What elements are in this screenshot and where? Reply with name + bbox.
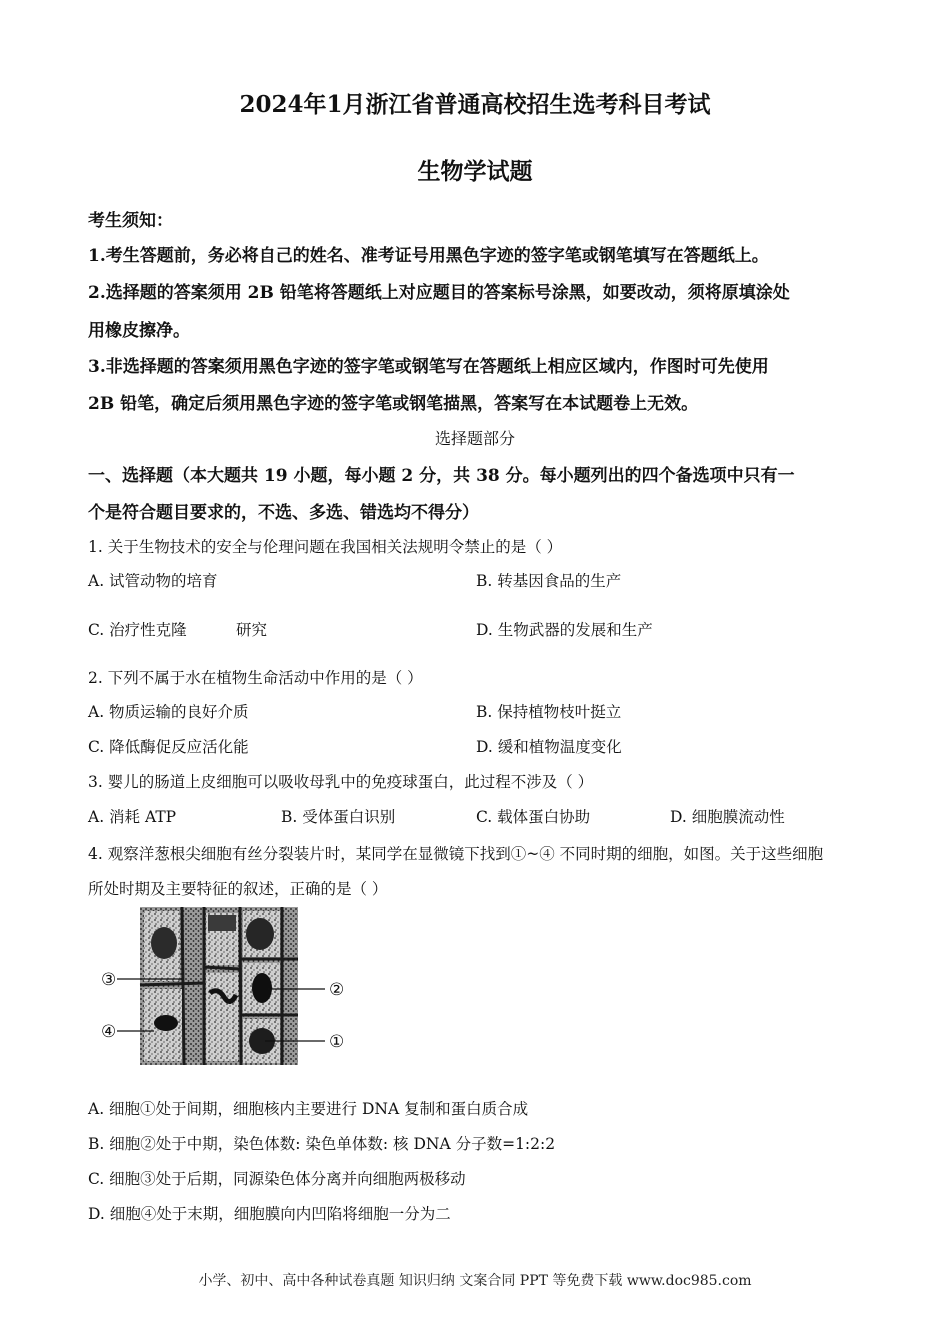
section-instruction: 个是符合题目要求的，不选、多选、错选均不得分） <box>88 503 479 523</box>
q3-option-a: A. 消耗 ATP <box>88 808 177 826</box>
q4-option-d: D. 细胞④处于末期，细胞膜向内凹陷将细胞一分为二 <box>88 1205 451 1223</box>
q1-option-c: C. 治疗性克隆 <box>88 621 187 639</box>
notice-heading: 考生须知： <box>88 211 173 231</box>
onion-root-tip-micrograph <box>100 907 352 1065</box>
section-title: 选择题部分 <box>434 429 515 448</box>
figure-label-3: ③ <box>101 970 117 990</box>
q2-option-a: A. 物质运输的良好介质 <box>88 703 249 721</box>
q4-option-a: A. 细胞①处于间期，细胞核内主要进行 DNA 复制和蛋白质合成 <box>88 1100 529 1118</box>
q4-option-c: C. 细胞③处于后期，同源染色体分离并向细胞两极移动 <box>88 1170 466 1188</box>
q1-option-d: D. 生物武器的发展和生产 <box>476 621 653 639</box>
q2-option-c: C. 降低酶促反应活化能 <box>88 738 249 756</box>
q1-option-a: A. 试管动物的培育 <box>88 572 218 590</box>
q2-option-b: B. 保持植物枝叶挺立 <box>476 703 622 721</box>
q2-option-d: D. 缓和植物温度变化 <box>476 738 622 756</box>
q3-option-c: C. 载体蛋白协助 <box>476 808 591 826</box>
question-3-stem: 3. 婴儿的肠道上皮细胞可以吸收母乳中的免疫球蛋白，此过程不涉及（ ） <box>88 773 594 791</box>
cell-nucleus <box>151 927 177 959</box>
q1-option-c-continued: 研究 <box>236 621 268 639</box>
figure-label-2: ② <box>329 980 345 1000</box>
cell-nucleus <box>208 915 236 931</box>
cell-chromosomes <box>252 973 272 1003</box>
notice-line: 3.非选择题的答案须用黑色字迹的签字笔或钢笔写在答题纸上相应区域内，作图时可先使用 <box>88 357 769 377</box>
figure-label-4: ④ <box>101 1022 117 1042</box>
q4-option-b: B. 细胞②处于中期，染色体数: 染色单体数: 核 DNA 分子数=1:2:2 <box>88 1135 556 1153</box>
exam-subtitle: 生物学试题 <box>417 158 533 185</box>
exam-title: 2024年1月浙江省普通高校招生选考科目考试 <box>239 91 711 118</box>
q1-option-b: B. 转基因食品的生产 <box>476 572 622 590</box>
notice-line: 2B 铅笔，确定后须用黑色字迹的签字笔或钢笔描黑，答案写在本试题卷上无效。 <box>88 394 699 414</box>
section-instruction: 一、选择题（本大题共 19 小题，每小题 2 分，共 38 分。每小题列出的四个备选项中只有一 <box>88 466 795 486</box>
cell-nucleus <box>246 918 274 950</box>
question-2-stem: 2. 下列不属于水在植物生命活动中作用的是（ ） <box>88 669 423 687</box>
question-4-stem: 4. 观察洋葱根尖细胞有丝分裂装片时，某同学在显微镜下找到①~④ 不同时期的细胞，如图。关于这些细胞 <box>88 845 824 863</box>
question-1-stem: 1. 关于生物技术的安全与伦理问题在我国相关法规明令禁止的是（ ） <box>88 538 563 556</box>
notice-line: 2.选择题的答案须用 2B 铅笔将答题纸上对应题目的答案标号涂黑，如要改动，须将原填涂处 <box>88 283 790 303</box>
notice-line: 1.考生答题前，务必将自己的姓名、准考证号用黑色字迹的签字笔或钢笔填写在答题纸上。 <box>88 246 769 266</box>
cell-chromosomes <box>154 1015 178 1031</box>
question-4-stem-continued: 所处时期及主要特征的叙述，正确的是（ ） <box>88 880 388 898</box>
page-footer: 小学、初中、高中各种试卷真题 知识归纳 文案合同 PPT 等免费下载 www.doc985.com <box>198 1273 752 1289</box>
notice-line: 用橡皮擦净。 <box>88 321 190 341</box>
q3-option-d: D. 细胞膜流动性 <box>670 808 785 826</box>
figure-label-1: ① <box>329 1032 345 1052</box>
q3-option-b: B. 受体蛋白识别 <box>281 808 396 826</box>
